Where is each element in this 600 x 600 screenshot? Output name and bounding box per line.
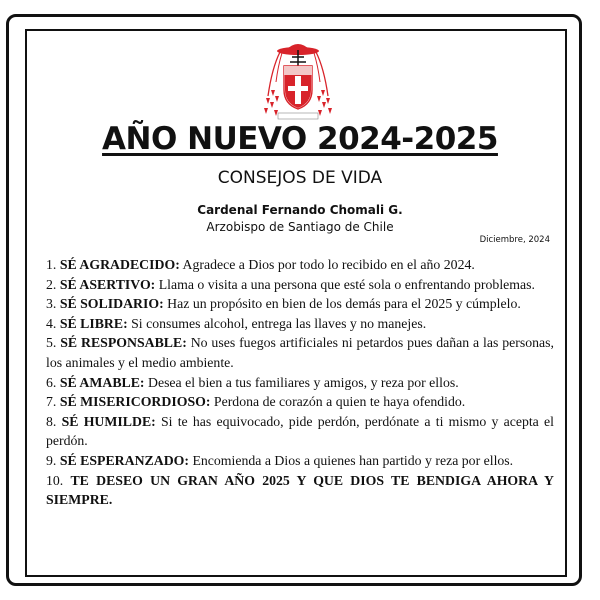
page-subtitle: CONSEJOS DE VIDA [217,168,383,188]
advice-item-6: 6. SÉ AMABLE: Desea el bien a tus familiares y amigos, y reza por ellos. [46,374,459,390]
advice-list [46,255,554,510]
advice-item-3: 3. SÉ SOLIDARIO: Haz un propósito en bien de los demás para el 2025 y cúmplelo. [46,296,521,312]
coat-of-arms-icon [258,38,338,122]
advice-item-2: 2. SÉ ASERTIVO: Llama o visita a una persona que esté sola o enfrentando problemas. [46,276,535,292]
advice-item-8: 8. SÉ HUMILDE: Si te has equivocado, pide perdón, perdónate a ti mismo y acepta el perdón. [46,413,554,449]
advice-item-7: 7. SÉ MISERICORDIOSO: Perdona de corazón a quien te haya ofendido. [46,394,466,410]
document-date: Diciembre, 2024 [479,235,550,245]
page-title: AÑO NUEVO 2024-2025 [102,121,498,157]
advice-item-4: 4. SÉ LIBRE: Si consumes alcohol, entrega las llaves y no manejes. [46,315,427,331]
author-name: Cardenal Fernando Chomali G. [197,203,403,217]
author-role: Arzobispo de Santiago de Chile [206,220,394,234]
advice-item-5: 5. SÉ RESPONSABLE: No uses fuegos artificiales ni petardos pues dañan a las personas, los animales y el medio ambiente. [46,335,554,370]
advice-item-10: 10. TE DESEO UN GRAN AÑO 2025 Y QUE DIOS TE BENDIGA AHORA Y SIEMPRE. [46,472,555,508]
advice-item-9: 9. SÉ ESPERANZADO: Encomienda a Dios a quienes han partido y reza por ellos. [46,452,514,468]
advice-item-1: 1. SÉ AGRADECIDO: Agradece a Dios por todo lo recibido en el año 2024. [46,257,475,272]
